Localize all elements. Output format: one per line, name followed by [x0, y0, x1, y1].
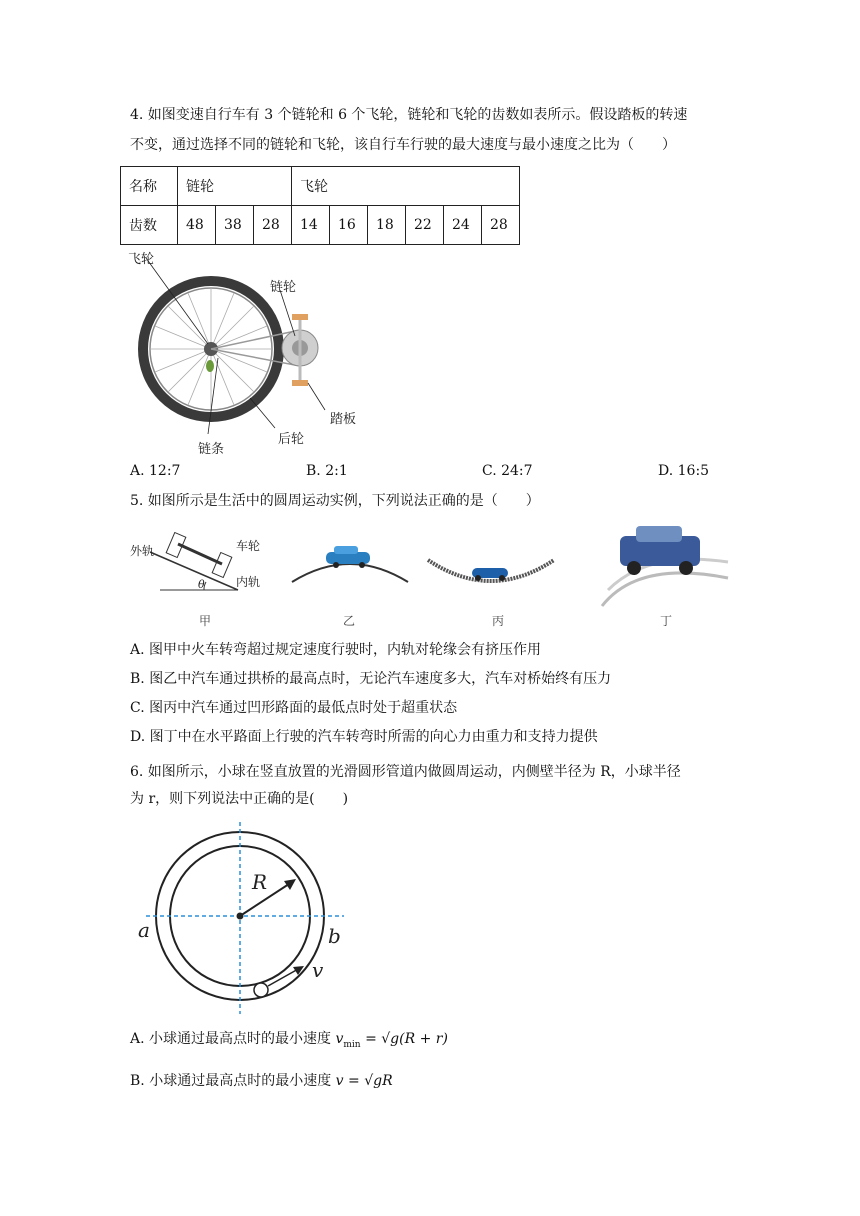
point-b-label: b: [328, 924, 341, 948]
q6-option-b[interactable]: [130, 1070, 393, 1090]
flywheel-label: 飞轮: [128, 252, 155, 267]
q6-option-a-rhs: = √g(R + r): [365, 1031, 448, 1047]
table-row: [121, 206, 520, 245]
turning-car-figure: [598, 520, 728, 610]
table-cell: 名称: [121, 167, 178, 206]
arch-bridge-figure: [290, 540, 410, 590]
point-a-label: a: [138, 918, 150, 942]
radius-label: R: [252, 870, 268, 894]
table-cell: 链轮: [178, 167, 292, 206]
table-cell: 28: [482, 206, 520, 245]
caption-bing: 丙: [492, 614, 505, 628]
chain-label: 链条: [198, 442, 225, 457]
caption-yi: 乙: [343, 614, 356, 628]
rear-wheel-label: 后轮: [278, 432, 305, 447]
q6-stem-line1: 6. 如图所示，小球在竖直放置的光滑圆形管道内做圆周运动，内侧壁半径为 R，小球半径: [130, 764, 681, 780]
q6-option-a-subscript: min: [343, 1039, 361, 1050]
table-cell: 14: [292, 206, 330, 245]
table-cell: 28: [254, 206, 292, 245]
velocity-label: v: [312, 958, 324, 982]
q5-option-a[interactable]: A. 图甲中火车转弯超过规定速度行驶时，内轨对轮缘会有挤压作用: [130, 642, 542, 658]
q6-option-b-text: B. 小球通过最高点时的最小速度: [130, 1073, 332, 1089]
table-row: [121, 167, 520, 206]
gear-table: [120, 166, 520, 245]
caption-jia: 甲: [199, 614, 212, 628]
q4-option-c[interactable]: C. 24:7: [482, 463, 533, 479]
table-cell: 48: [178, 206, 216, 245]
q5-option-d[interactable]: D. 图丁中在水平路面上行驶的汽车转弯时所需的向心力由重力和支持力提供: [130, 729, 598, 745]
q4-option-a[interactable]: A. 12:7: [130, 463, 181, 479]
table-cell: 24: [444, 206, 482, 245]
theta-label: θ: [198, 578, 205, 591]
table-cell: 18: [368, 206, 406, 245]
concave-road-figure: [426, 552, 556, 602]
q6-option-a[interactable]: [130, 1028, 448, 1050]
outer-rail-label: 外轨: [130, 544, 155, 558]
q5-option-c[interactable]: C. 图丙中汽车通过凹形路面的最低点时处于超重状态: [130, 700, 458, 716]
q6-option-b-formula: v = √gR: [335, 1073, 393, 1089]
table-cell: 飞轮: [292, 167, 520, 206]
table-cell: 38: [216, 206, 254, 245]
q4-stem-line2: 不变，通过选择不同的链轮和飞轮，该自行车行驶的最大速度与最小速度之比为（ ）: [130, 137, 676, 153]
circular-tube-figure: [140, 818, 360, 1018]
table-cell: 22: [406, 206, 444, 245]
table-cell: 齿数: [121, 206, 178, 245]
banked-track-figure: [130, 522, 260, 602]
inner-rail-label: 内轨: [236, 575, 261, 589]
pedal-label: 踏板: [330, 412, 357, 427]
caption-ding: 丁: [660, 614, 673, 628]
q4-stem-line1: 4. 如图变速自行车有 3 个链轮和 6 个飞轮，链轮和飞轮的齿数如表所示。假设踏板的转速: [130, 107, 688, 123]
q5-option-b[interactable]: B. 图乙中汽车通过拱桥的最高点时，无论汽车速度多大，汽车对桥始终有压力: [130, 671, 612, 687]
q6-option-a-text: A. 小球通过最高点时的最小速度: [130, 1031, 332, 1047]
q5-stem: 5. 如图所示是生活中的圆周运动实例，下列说法正确的是（ ）: [130, 493, 540, 509]
chainwheel-label: 链轮: [270, 280, 297, 295]
q4-option-b[interactable]: B. 2:1: [306, 463, 348, 479]
table-cell: 16: [330, 206, 368, 245]
q4-option-d[interactable]: D. 16:5: [658, 463, 710, 479]
wheel-label: 车轮: [236, 539, 261, 553]
q6-stem-line2: 为 r，则下列说法中正确的是( ): [130, 791, 349, 807]
q6-option-a-formula: v: [335, 1031, 344, 1047]
